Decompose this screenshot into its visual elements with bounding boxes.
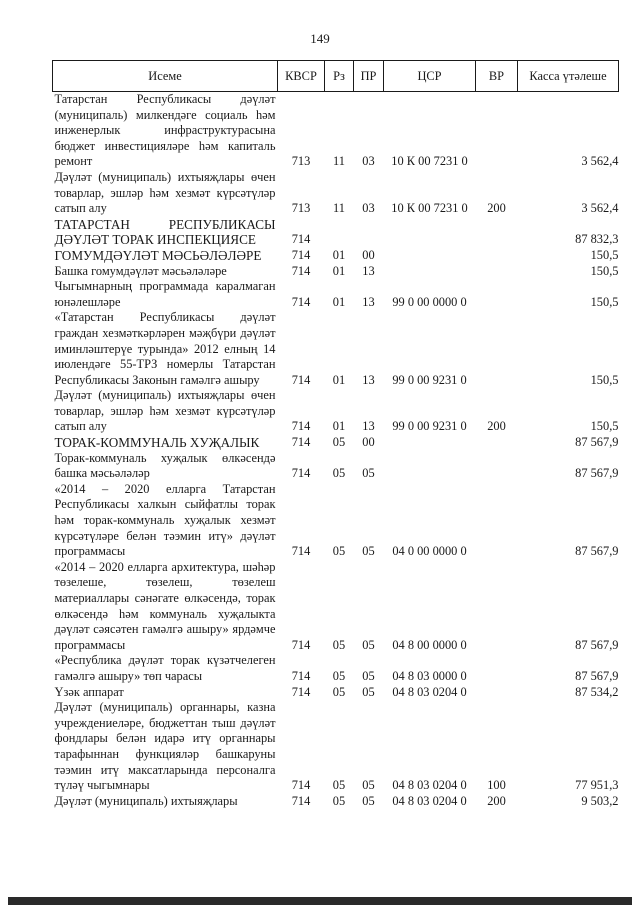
row-kvsr: 714 [291,372,311,387]
row-pr: 05 [362,684,375,699]
row-rz: 01 [332,247,346,262]
table-row [53,482,619,560]
row-sum: 3 562,4 [581,201,619,216]
row-rz: 05 [332,684,346,699]
row-vr [476,451,518,482]
row-csr: 04 8 03 0204 0 [392,793,467,808]
row-pr: 05 [362,668,375,683]
row-kvsr: 714 [291,793,311,808]
row-sum: 87 567,9 [575,668,619,683]
row-pr: 00 [362,435,375,450]
row-vr [476,435,518,451]
row-rz: 11 [333,201,345,216]
row-csr: 04 0 00 0000 0 [392,544,467,559]
row-csr: 10 К 00 7231 0 [391,154,468,169]
row-kvsr: 714 [291,435,311,450]
row-sum: 87 567,9 [575,637,619,652]
row-vr [476,92,518,170]
row-sum: 150,5 [590,372,619,387]
row-vr: 100 [487,778,506,793]
row-name: Торак-коммуналь хуҗалык өлкәсендә башка мәсьәләләр [54,450,276,481]
row-csr: 10 К 00 7231 0 [391,201,468,216]
col-header-kassa: Касса үтәлеше [518,61,619,92]
row-csr: 04 8 03 0204 0 [392,778,467,793]
row-kvsr: 714 [291,466,311,481]
row-name: ГОМУМДӘҮЛӘТ МӘСЬӘЛӘЛӘРЕ [54,247,262,263]
row-rz [325,217,354,248]
row-rz: 05 [332,668,346,683]
table-row [53,310,619,388]
row-pr: 13 [362,372,375,387]
table-row [53,451,619,482]
row-kvsr: 714 [291,419,311,434]
row-kvsr: 714 [291,684,311,699]
row-kvsr: 714 [291,294,311,309]
row-csr: 99 0 00 9231 0 [392,419,467,434]
row-kvsr: 714 [291,544,311,559]
table-row [53,279,619,310]
row-csr [384,217,476,248]
row-vr [476,264,518,280]
row-name: «2014 – 2020 елларга Татарстан Республикасы халкын сыйфатлы торак һәм торак-коммуналь хуҗалык хезмәт күрсәтүләре белән тәэмин итү» дәүләт программасы [54,481,276,559]
row-rz: 05 [332,778,346,793]
row-csr: 99 0 00 9231 0 [392,372,467,387]
row-pr: 13 [362,419,375,434]
row-name: «Татарстан Республикасы дәүләт граждан хезмәткәрләрен мәҗбүри дәүләт иминләштерүе турында» 2012 елның 14 июлендәге 55-ТРЗ номерлы Татарстан Республикасы Законын гамәлгә ашыру [54,310,276,387]
table-row [53,435,619,451]
row-rz: 01 [332,294,346,309]
row-name: Дәүләт (муниципаль) ихтыяҗлары өчен товарлар, эшләр һәм хезмәт күрсәтүләр сатып алу [54,388,276,434]
row-csr: 04 8 00 0000 0 [392,637,467,652]
row-csr [384,264,476,280]
row-vr [476,482,518,560]
row-name: Башка гомумдәүләт мәсьәләләре [54,263,227,278]
row-sum: 150,5 [590,419,619,434]
row-csr [384,248,476,264]
row-name: Чыгымнарның программада каралмаган юнәлешләре [54,279,276,309]
row-name: Дәүләт (муниципаль) ихтыяҗлары [54,793,238,808]
table-row [53,388,619,435]
table-row [53,794,619,810]
scan-edge-stripe [8,897,632,905]
row-sum: 87 832,3 [575,232,619,247]
row-name: Татарстан Республикасы дәүләт (муниципаль) милкендәге социаль һәм инженерлык инфраструктурасына бюджет инвестицияләре һәм капиталь ремонт [54,92,276,169]
row-pr: 13 [362,294,375,309]
row-pr: 05 [362,793,375,808]
row-kvsr: 714 [291,232,311,247]
row-kvsr: 714 [291,778,311,793]
row-name: Дәүләт (муниципаль) органнары, казна учреждениеләре, бюджеттан тыш дәүләт фондлары белән идарә итү органнары тарафыннан функцияләр башкаруны тәэмин итү максатларында персоналга түләү чыгымнары [54,700,276,793]
row-sum: 150,5 [590,247,619,262]
row-rz: 01 [332,419,346,434]
row-rz: 05 [332,637,346,652]
col-header-name: Исеме [53,61,278,92]
row-pr: 13 [362,263,375,278]
row-vr: 200 [487,419,506,434]
row-vr [476,279,518,310]
row-kvsr: 714 [291,247,311,262]
table-row [53,264,619,280]
table-body [53,92,619,810]
table-row [53,700,619,794]
budget-table [52,60,619,809]
row-sum: 87 567,9 [575,466,619,481]
row-sum: 150,5 [590,263,619,278]
row-vr: 200 [487,201,506,216]
row-kvsr: 714 [291,637,311,652]
row-sum: 9 503,2 [581,793,619,808]
row-vr: 200 [487,793,506,808]
row-csr: 99 0 00 0000 0 [392,294,467,309]
row-sum: 3 562,4 [581,154,619,169]
page-number: 149 [310,31,330,46]
row-csr [384,451,476,482]
row-sum: 87 567,9 [575,435,619,450]
table-header-row [53,61,619,92]
table-row [53,248,619,264]
table-row [53,92,619,170]
row-name: ТОРАК-КОММУНАЛЬ ХУҖАЛЫК [54,435,260,451]
row-kvsr: 714 [291,668,311,683]
row-rz: 01 [332,372,346,387]
row-sum: 150,5 [590,294,619,309]
row-rz: 05 [332,793,346,808]
row-sum: 87 567,9 [575,544,619,559]
row-rz: 01 [332,263,346,278]
row-kvsr: 713 [291,154,311,169]
row-name: «Республика дәүләт торак күзәтчелеген гамәлгә ашыру» төп чарасы [54,653,276,683]
row-pr [354,217,384,248]
row-sum: 87 534,2 [575,684,619,699]
col-header-vr: ВР [476,61,518,92]
row-vr [476,310,518,388]
row-pr: 05 [362,637,375,652]
row-name: Дәүләт (муниципаль) ихтыяҗлары өчен товарлар, эшләр һәм хезмәт күрсәтүләр сатып алу [54,169,276,216]
col-header-rz: Рз [325,61,354,92]
row-name: «2014 – 2020 елларга архитектура, шәһәр төзелеше, төзелеш, төзелеш материаллары сәнәгате өлкәсендә, торак өлкәсендә һәм коммуналь хуҗалыкта дәүләт сәясәтен гамәлгә ашыру» ярдәмче программасы [54,559,276,652]
row-pr: 00 [362,247,375,262]
row-pr: 05 [362,466,375,481]
row-pr: 03 [362,154,375,169]
row-name: Үзәк аппарат [54,684,124,699]
row-pr: 03 [362,201,375,216]
row-vr [476,685,518,701]
row-pr: 05 [362,778,375,793]
row-name: ТАТАРСТАН РЕСПУБЛИКАСЫ ДӘҮЛӘТ ТОРАК ИНСПЕКЦИЯСЕ [54,216,276,248]
row-vr [476,653,518,684]
row-sum: 77 951,3 [575,778,619,793]
table-row [53,685,619,701]
row-rz: 05 [332,544,346,559]
table-row [53,217,619,248]
row-vr [476,560,518,654]
row-vr [476,217,518,248]
row-csr [384,435,476,451]
table-row [53,653,619,684]
col-header-pr: ПР [354,61,384,92]
row-kvsr: 713 [291,201,311,216]
row-csr: 04 8 03 0204 0 [392,684,467,699]
col-header-csr: ЦСР [384,61,476,92]
row-rz: 11 [333,154,345,169]
col-header-kvsr: КВСР [278,61,325,92]
row-csr: 04 8 03 0000 0 [392,668,467,683]
row-rz: 05 [332,466,346,481]
table-row [53,170,619,217]
row-kvsr: 714 [291,263,311,278]
row-pr: 05 [362,544,375,559]
table-row [53,560,619,654]
row-vr [476,248,518,264]
row-rz: 05 [332,435,346,450]
